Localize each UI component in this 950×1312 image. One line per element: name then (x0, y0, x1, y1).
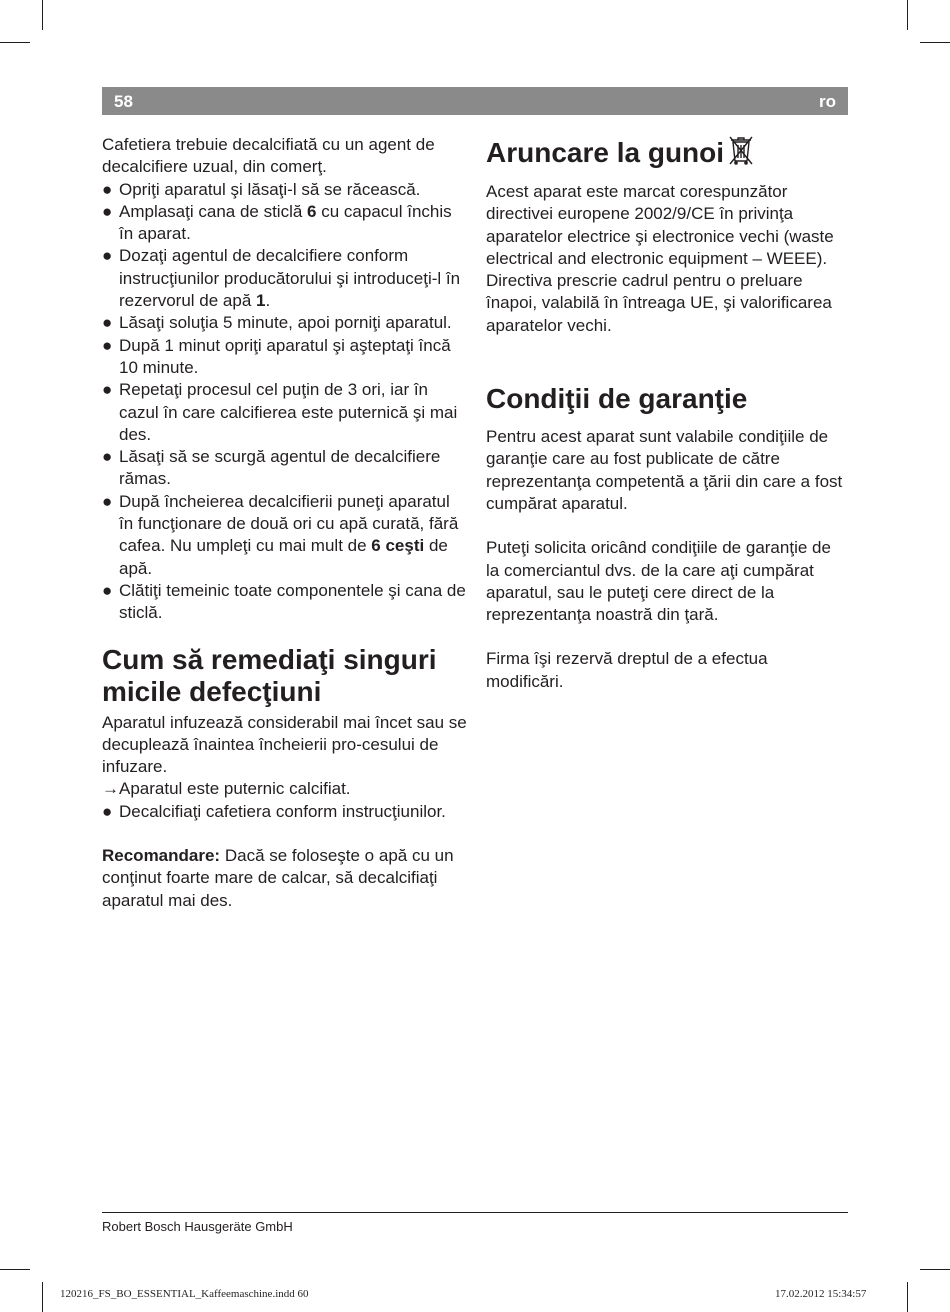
disposal-heading-text: Aruncare la gunoi (486, 137, 725, 168)
disposal-paragraph: Acest aparat este marcat corespunzător directivei europene 2002/9/CE în privinţa aparatelor electrice şi electronice vechi (waste electrical and electronic equipment – WEEE). (486, 182, 834, 268)
cups-quantity: 6 ceşti (371, 536, 425, 556)
language-code: ro (819, 92, 836, 111)
list-item-text: Clătiţi temeinic toate componentele şi cana de sticlă. (119, 580, 466, 623)
footer-divider (102, 1212, 848, 1213)
page-number: 58 (114, 92, 133, 111)
bullet-marker: ● (102, 179, 113, 199)
bullet-marker: ● (102, 335, 113, 355)
list-item (102, 179, 468, 201)
list-item-text: Opriţi aparatul şi lăsaţi-l să se răcească. (119, 179, 421, 199)
list-item (102, 379, 468, 446)
crop-mark (0, 42, 30, 43)
bullet-marker: ● (102, 491, 113, 511)
troubleshooting-heading: Cum să remediaţi singuri micile defecţiuni (102, 643, 437, 707)
list-item-text: cu capacul închis în aparat. (119, 201, 452, 244)
crop-mark (920, 42, 950, 43)
recommendation-text: Dacă se foloseşte o apă cu un conţinut foarte mare de calcar, să decalcifiaţi aparatul mai des. (102, 846, 454, 910)
arrow-icon: → (102, 779, 119, 799)
cause-text: Aparatul este puternic calcifiat. (119, 779, 351, 799)
bullet-marker: ● (102, 801, 113, 821)
disposal-paragraph: Directiva prescrie cadrul pentru o preluare înapoi, valabilă în întreaga UE, şi valorificarea aparatelor vechi. (486, 271, 832, 335)
recommendation-label: Recomandare: (102, 846, 221, 866)
crop-mark (920, 1269, 950, 1270)
crossed-out-wheelie-bin-icon (728, 134, 754, 166)
list-item (102, 580, 468, 625)
remedy-text: Decalcifiaţi cafetiera conform instrucţiunilor. (119, 801, 446, 821)
troubleshooting-symptom: Aparatul infuzează considerabil mai încet sau se decuplează înaintea încheierii pro-cesului de infuzare. (102, 712, 467, 777)
footer-company: Robert Bosch Hausgeräte GmbH (102, 1219, 293, 1234)
list-item (102, 335, 468, 380)
list-item-text: După încheierea decalcifierii puneţi aparatul în funcţionare de două ori cu apă curată, fără cafea. Nu umpleţi cu mai mult de (119, 491, 459, 556)
bullet-marker: ● (102, 313, 113, 333)
crop-mark (42, 0, 43, 30)
print-slug-file: 120216_FS_BO_ESSENTIAL_Kaffeemaschine.indd 60 (60, 1288, 309, 1300)
troubleshooting-cause (102, 778, 468, 800)
crop-mark (0, 1269, 30, 1270)
page-header-bar (102, 87, 848, 115)
item-reference-number: 1 (256, 291, 266, 311)
descaling-intro: Cafetiera trebuie decalcifiată cu un agent de decalcifiere uzual, din comerţ. (102, 135, 435, 177)
disposal-heading (486, 134, 848, 169)
print-slug-timestamp: 17.02.2012 15:34:57 (775, 1288, 867, 1300)
list-item-text: . (265, 291, 271, 311)
list-item-text: Lăsaţi să se scurgă agentul de decalcifiere rămas. (119, 447, 441, 489)
list-item (102, 491, 468, 580)
bullet-marker: ● (102, 246, 113, 266)
list-item (102, 245, 468, 312)
list-item-text: Repetaţi procesul cel puţin de 3 ori, iar în cazul în care calcifierea este puternică şi mai des. (119, 380, 458, 444)
crop-mark (42, 1282, 43, 1312)
recommendation (102, 845, 468, 912)
left-column (102, 134, 468, 912)
warranty-paragraph: Firma îşi rezervă dreptul de a efectua modificări. (486, 649, 768, 691)
list-item (102, 201, 468, 246)
list-item-text: Amplasaţi cana de sticlă (119, 201, 308, 221)
list-item-text: Lăsaţi soluţia 5 minute, apoi porniţi aparatul. (119, 313, 452, 333)
warranty-heading: Condiţii de garanţie (486, 383, 748, 415)
crop-mark (907, 1282, 908, 1312)
crop-mark (907, 0, 908, 30)
list-item (102, 446, 468, 491)
bullet-marker: ● (102, 201, 113, 221)
bullet-marker: ● (102, 580, 113, 600)
warranty-paragraph: Puteţi solicita oricând condiţiile de garanţie de la comerciantul dvs. de la care aţi cumpărat aparatul, sau le puteţi cere direct de la reprezentanţa noastră din ţară. (486, 538, 831, 625)
list-item-text: După 1 minut opriţi aparatul şi aşteptaţi încă 10 minute. (119, 335, 451, 377)
list-item-text: Dozaţi agentul de decalcifiere conform instrucţiunilor producătorului şi introduceţi-l în rezervorul de apă (119, 246, 461, 311)
list-item (102, 312, 468, 334)
list-item-text: de apă. (119, 536, 448, 578)
troubleshooting-remedy (102, 801, 468, 823)
right-column (486, 134, 848, 693)
bullet-marker: ● (102, 447, 113, 467)
bullet-marker: ● (102, 380, 113, 400)
warranty-paragraph: Pentru acest aparat sunt valabile condiţiile de garanţie care au fost publicate de către reprezentanţa competentă a ţării din care a fost cumpărat aparatul. (486, 427, 843, 513)
item-reference-number: 6 (307, 201, 317, 221)
